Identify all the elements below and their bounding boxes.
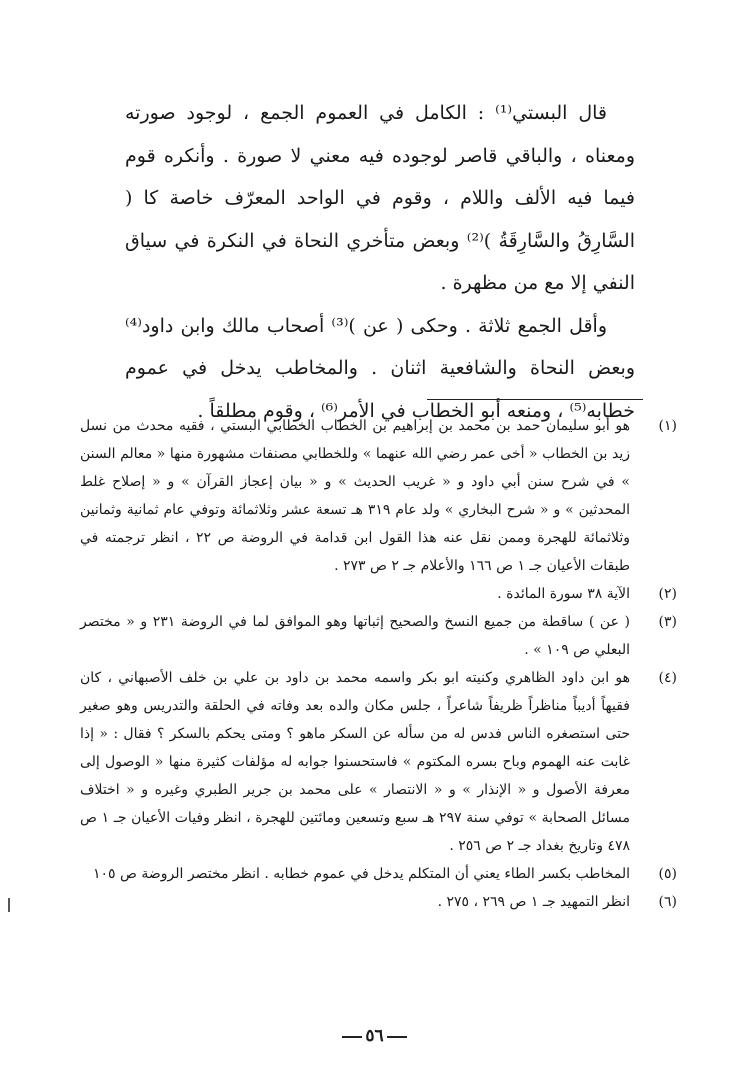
page-number-dash (342, 1036, 362, 1038)
footnote-line: هو ابن داود الظاهري وكنيته ابو بكر واسمه محمد بن داود بن علي بن خلف الأصبهاني ، كان (80, 670, 630, 686)
footnote-number: (٦) (658, 894, 677, 910)
footnote-text (80, 412, 630, 580)
footnote-text (80, 608, 630, 664)
footnote-line: بن الخطاب « أخى عمر رضي الله عنهما » وللخطابي مصنفات مشهورة منها « معالم السنن » في (80, 446, 630, 490)
body-line: الألف واللام ، وقوم في الواحد المعرّف خاصة كا ( السَّارِقُ والسَّارِقَةُ )⁽²⁾ (125, 187, 635, 252)
footnote-line: وثلاثمائة للهجرة وممن نقل عنه هذا القول ابن قدامة في الروضة ص ٢٢ ، انظر ترجمته في طبقات (80, 530, 630, 574)
footnote-number: (٢) (658, 586, 677, 602)
footnote-6 (80, 888, 677, 916)
main-text (125, 92, 635, 432)
footnote-line: هو أبو سليمان حمد بن محمد بن إبراهيم بن الخطاب الخطابي البستي ، فقيه محدث من نسل زيد (80, 418, 630, 462)
footnote-divider (427, 399, 643, 400)
body-line: قال البستي⁽¹⁾ : الكامل في العموم الجمع ، لوجود صورته (125, 102, 607, 124)
footnote-text (80, 860, 630, 888)
footnote-text (80, 664, 630, 860)
footnote-number: (٥) (658, 866, 677, 882)
footnote-2 (80, 580, 677, 608)
footnote-3 (80, 608, 677, 664)
page-number (0, 1026, 749, 1046)
footnote-line: المخاطب بكسر الطاء يعني أن المتكلم يدخل في عموم خطابه . انظر مختصر الروضة ص ١٠٥ (92, 866, 630, 882)
footnote-text (80, 580, 630, 608)
footnote-line: الأعيان جـ ١ ص ٤٧٨ وتاريخ بغداد جـ ٢ ص ٢٥٦ . (80, 810, 630, 854)
footnote-number: (٣) (658, 614, 677, 630)
page-number-value: ٥٦ (365, 1026, 384, 1046)
body-line: ومعناه ، والباقي قاصر لوجوده فيه معني لا صورة . وأنكره قوم فيما فيه (125, 144, 635, 209)
footnote-line: إلى معرفة الأصول و « الإنذار » و « الانتصار » على محمد بن جرير الطبري وغيره و (80, 754, 631, 798)
footnote-line: الأعيان جـ ١ ص ١٦٦ والأعلام جـ ٢ ص ٢٧٣ . (334, 558, 586, 574)
footnote-1 (80, 412, 677, 580)
footnote-line: المحدثين » و « شرح البخاري » ولد عام ٣١٩ هـ تسعة عشر وثلاثمائة وتوفي عام ثمانية وثمانين (80, 502, 630, 518)
footnote-number: (١) (658, 418, 677, 434)
footnote-line: فقيهاً أديباً مناظراً ظريفاً شاعراً ، جلس مكان والده بعد وفاته في الحلقة والتدريس وهو صغير (80, 698, 630, 714)
footnote-line: شرح سنن أبي داود و « غريب الحديث » و « بيان إعجاز القرآن » و « إصلاح غلط (80, 474, 590, 490)
footnote-5 (80, 860, 677, 888)
body-line: خطابه⁽⁵⁾ ، ومنعه أبو الخطاب في الأمر⁽⁶⁾ ، وقوم مطلقاً . (197, 399, 635, 422)
footnote-line: الآية ٣٨ سورة المائدة . (497, 586, 630, 602)
footnote-4 (80, 664, 677, 860)
footnote-line: حتى استصغره الناس فدس له من سأله عن السكر ماهو ؟ ومتى يحكم بالسكر ؟ فقال : (113, 726, 630, 742)
page-number-dash (387, 1036, 407, 1038)
scan-margin-mark (8, 898, 10, 912)
body-line: داود⁽⁴⁾ وبعض النحاة والشافعية اثنان . والمخاطب يدخل في عموم (125, 314, 635, 379)
footnote-line: « إذا غابت عنه الهموم وباح بسره المكتوم » فاستحسنوا جوابه له مؤلفات كثيرة منها « الوصول (80, 726, 631, 770)
body-line: وأقل الجمع ثلاثة . وحكى ( عن )⁽³⁾ أصحاب مالك وابن (180, 314, 607, 337)
body-paragraph-1 (125, 92, 635, 305)
footnote-line: البعلي ص ١٠٩ » . (524, 642, 630, 658)
footnote-line: ( عن ) ساقطة من جميع النسخ والصحيح إثباتها وهو الموافق لما في الروضة ٢٣١ و « مختصر (80, 614, 630, 630)
footnotes (80, 412, 677, 916)
footnote-text (80, 888, 630, 916)
footnote-line: انظر التمهيد جـ ١ ص ٢٦٩ ، ٢٧٥ . (437, 894, 630, 910)
footnote-line: « اختلاف مسائل الصحابة » توفي سنة ٢٩٧ هـ سبع وتسعين ومائتين للهجرة ، انظر وفيات (80, 782, 631, 826)
body-line: وبعض متأخري النحاة في النكرة في سياق النفي إلا مع من مظهرة . (125, 229, 635, 294)
footnote-number: (٤) (658, 670, 677, 686)
